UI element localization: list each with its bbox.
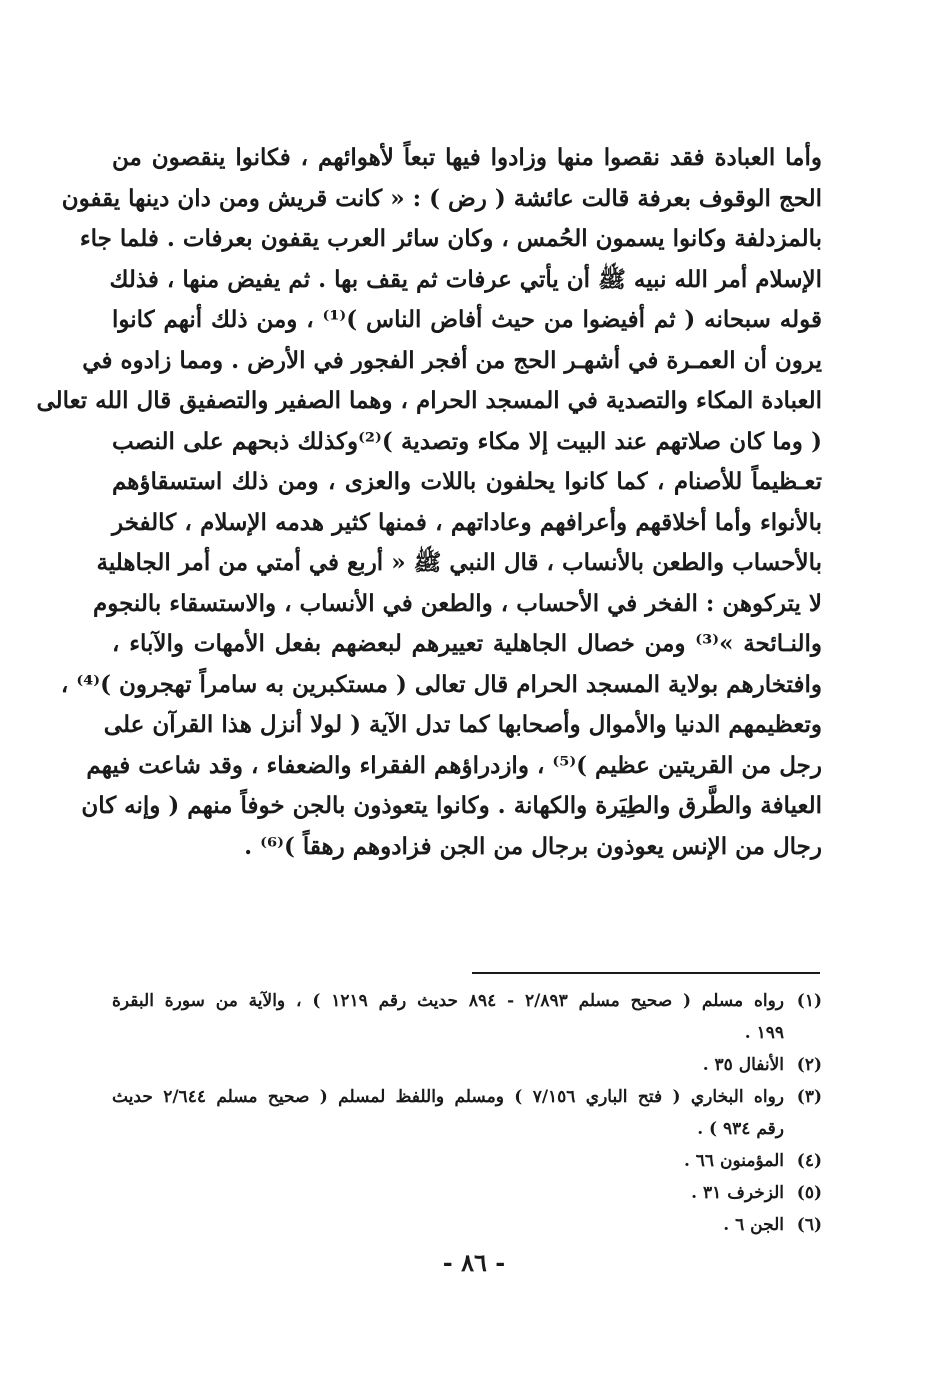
footnote-line: الزخرف ٣١ . [691, 1183, 784, 1203]
footnote-divider [472, 972, 820, 974]
body-line: بالمزدلفة وكانوا يسمون الحُمس ، وكان سائر العرب يقفون بعرفات . فلما جاء [79, 225, 822, 252]
body-line: رجل من القريتين عظيم )⁽⁵⁾ ، وازدراؤهم الفقراء والضعفاء ، وقد شاعت فيهم [86, 751, 822, 779]
body-line: تعـظيماً للأصنام ، كما كانوا يحلفون باللات والعزى ، ومن ذلك استسقاؤهم [112, 468, 822, 495]
footnote-item [112, 1145, 822, 1177]
footnote-number: (٤) [796, 1151, 822, 1171]
body-line: ( وما كان صلاتهم عند البيت إلا مكاء وتصدية )⁽²⁾وكذلك ذبحهم على النصب [112, 427, 822, 455]
body-line: بالأنواء وأما أخلاقهم وأعرافهم وعاداتهم ، فمنها كثير هدمه الإسلام ، كالفخر [112, 508, 822, 536]
footnote-text [112, 1209, 784, 1241]
footnote-line: رقم ٩٣٤ ) . [697, 1119, 784, 1139]
footnote-text [112, 985, 784, 1049]
footnote-text [112, 1049, 784, 1081]
body-line: وافتخارهم بولاية المسجد الحرام قال تعالى ( مستكبرين به سامراً تهجرون )⁽⁴⁾ ، [60, 670, 822, 698]
footnote-text [112, 1145, 784, 1177]
body-text [36, 138, 822, 867]
footnote-line: الجن ٦ . [723, 1215, 784, 1235]
footnote-line: المؤمنون ٦٦ . [683, 1151, 784, 1171]
body-line: والنـائحة »⁽³⁾ ومن خصال الجاهلية تعييرهم لبعضهم بفعل الأمهات والآباء ، [112, 630, 822, 657]
body-line: لا يتركوهن : الفخر في الأحساب ، والطعن في الأنساب ، والاستسقاء بالنجوم [92, 589, 822, 617]
footnote-line: رواه مسلم ( صحيح مسلم ٢/٨٩٣ - ٨٩٤ حديث رقم ١٢١٩ ) ، والآية من سورة البقرة [112, 991, 785, 1011]
body-line: وتعظيمهم الدنيا والأموال وأصحابها كما تدل الآية ( لولا أنزل هذا القرآن على [103, 711, 822, 738]
footnotes [112, 985, 822, 1241]
footnote-item [112, 1177, 822, 1209]
body-line: رجال من الإنس يعوذون برجال من الجن فزادوهم رهقاً )⁽⁶⁾ . [244, 832, 822, 860]
body-line: العيافة والطَّرق والطِيَرة والكهانة . وكانوا يتعوذون بالجن خوفاً منهم ( وإنه كان [81, 792, 822, 819]
footnote-item [112, 985, 822, 1049]
body-line: قوله سبحانه ( ثم أفيضوا من حيث أفاض الناس )⁽¹⁾ ، ومن ذلك أنهم كانوا [112, 306, 822, 333]
footnote-number: (٢) [796, 1055, 822, 1075]
footnote-item [112, 1209, 822, 1241]
body-line: الحج الوقوف بعرفة قالت عائشة ( رض ) : « كانت قريش ومن دان دينها يقفون [61, 184, 822, 212]
footnote-item [112, 1049, 822, 1081]
footnote-item [112, 1081, 822, 1145]
body-line: العبادة المكاء والتصدية في المسجد الحرام ، وهما الصفير والتصفيق قال الله تعالى [36, 387, 822, 414]
body-line: الإسلام أمر الله نبيه ﷺ أن يأتي عرفات ثم يقف بها . ثم يفيض منها ، فذلك [109, 265, 822, 293]
body-line: يرون أن العمـرة في أشهـر الحج من أفجر الفجور في الأرض . ومما زادوه في [82, 346, 822, 374]
footnote-number: (٥) [796, 1183, 822, 1203]
footnote-number: (٦) [796, 1215, 822, 1235]
footnote-number: (٣) [796, 1087, 822, 1107]
footnote-text [112, 1177, 784, 1209]
body-line: وأما العبادة فقد نقصوا منها وزادوا فيها تبعاً لأهوائهم ، فكانوا ينقصون من [112, 144, 822, 171]
footnote-text [112, 1081, 784, 1145]
body-line: بالأحساب والطعن بالأنساب ، قال النبي ﷺ « أربع في أمتي من أمر الجاهلية [96, 549, 822, 576]
footnote-line: رواه البخاري ( فتح الباري ٧/١٥٦ ) ومسلم واللفظ لمسلم ( صحيح مسلم ٢/٦٤٤ حديث [112, 1087, 784, 1107]
footnote-number: (١) [796, 991, 822, 1011]
footnote-line: ١٩٩ . [744, 1023, 784, 1043]
page-number: - ٨٦ - [442, 1248, 506, 1277]
footnote-line: الأنفال ٣٥ . [702, 1055, 784, 1075]
